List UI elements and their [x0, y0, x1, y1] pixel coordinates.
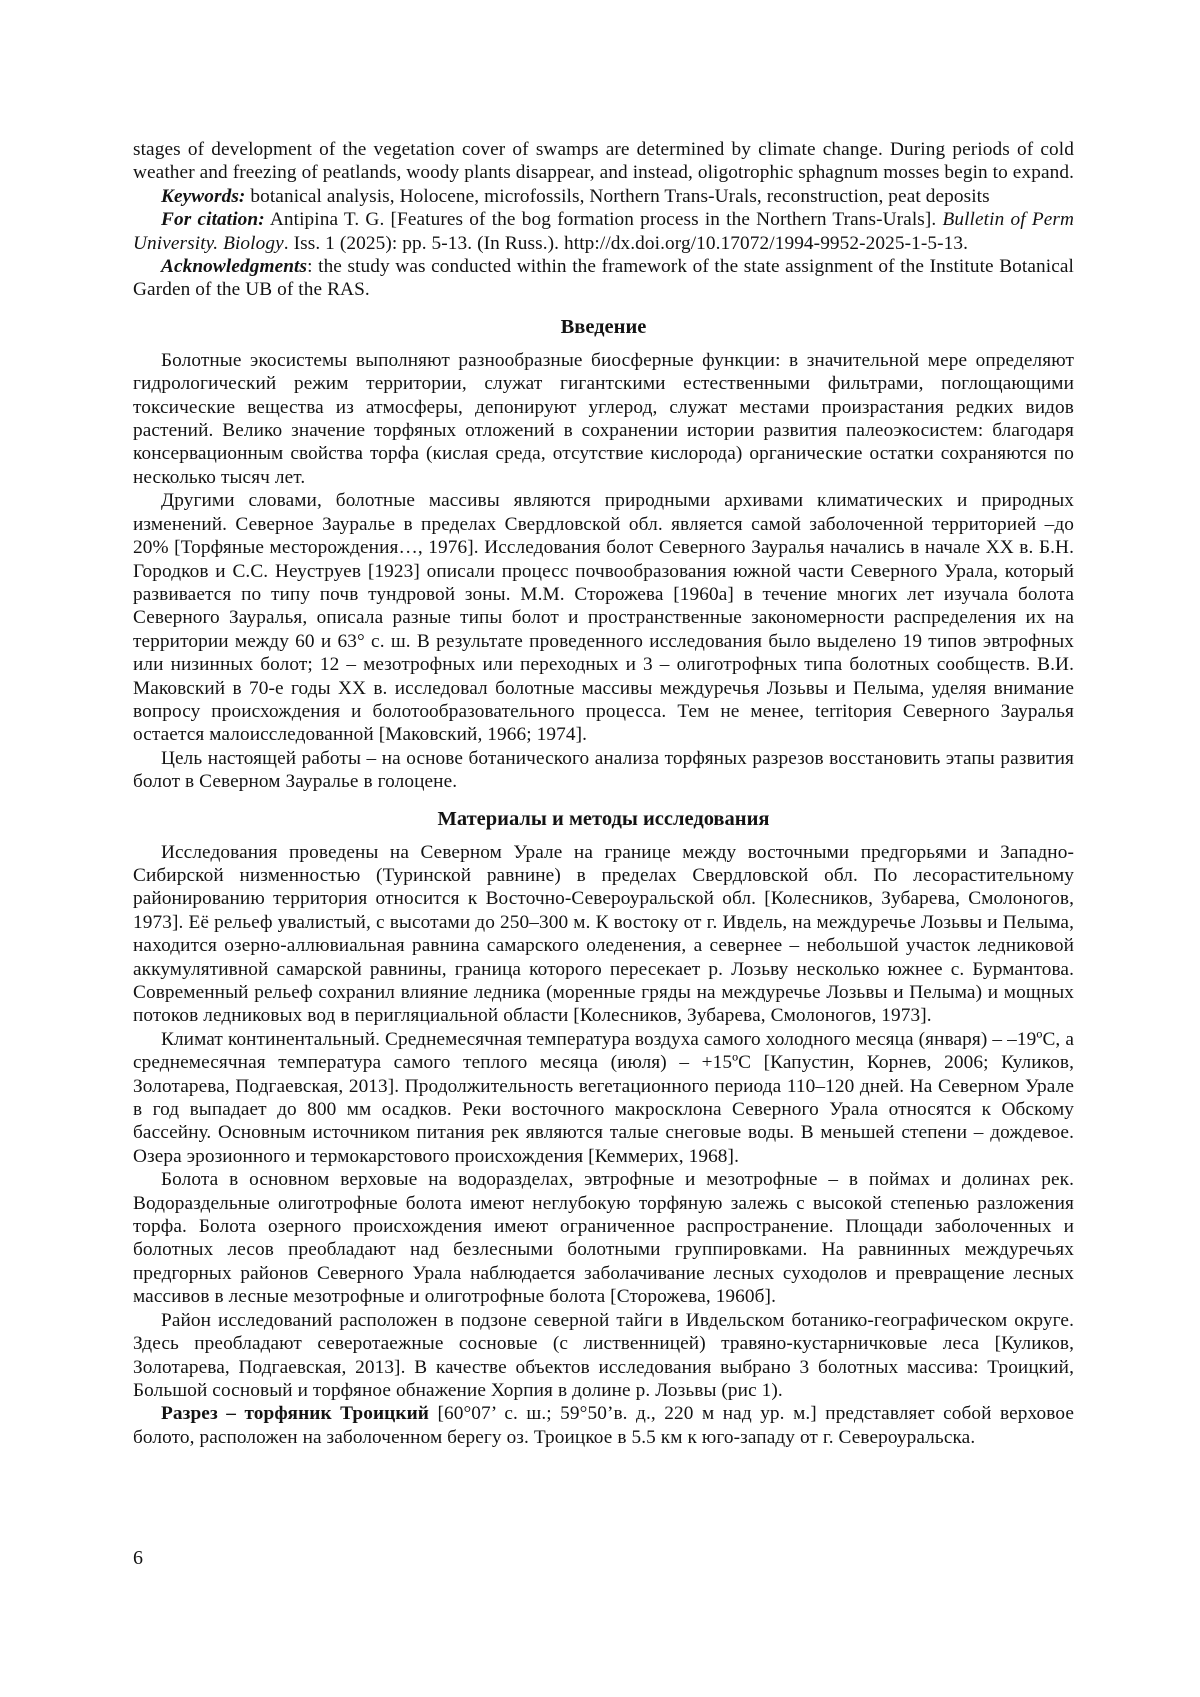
- methods-paragraph-4: Район исследований расположен в подзоне северной тайги в Ивдельском ботанико-географическом округе. Здесь преобладают северотаежные сосновые (с лиственницей) травяно-кустарничковые леса [Куликов, Золотарева, Подгаевская, 2013]. В качестве объектов исследования выбрано 3 болотных массива: Троицкий, Большой сосновый и торфяное обнажение Хорпия в долине р. Лозьвы (рис 1).: [133, 1309, 1074, 1401]
- keywords-paragraph: [133, 185, 1074, 208]
- keywords-label: Keywords:: [161, 185, 246, 207]
- keywords-text: botanical analysis, Holocene, microfossils, Northern Trans-Urals, reconstruction, peat deposits: [245, 185, 990, 207]
- citation-text-before-journal: Antipina T. G. [Features of the bog formation process in the Northern Trans-Urals].: [264, 209, 943, 231]
- citation-paragraph: [133, 208, 1074, 255]
- site-paragraph-text: [60°07’ с. ш.; 59°50’в. д., 220 м над ур. м.] представляет собой верховое болото, расположен на заболоченном берегу оз. Троицкое в 5.5 км к юго-западу от г. Североуральска.: [133, 1403, 1074, 1448]
- acknowledgments-paragraph: [133, 255, 1074, 302]
- abstract-continuation: stages of development of the vegetation cover of swamps are determined by climate change. During periods of cold weather and freezing of peatlands, woody plants disappear, and instead, oligotrophic sphagnum mosses begin to expand.: [133, 139, 1075, 184]
- methods-site-paragraph: [133, 1402, 1074, 1449]
- citation-text-after-journal: . Iss. 1 (2025): pp. 5-13. (In Russ.). http://dx.doi.org/10.17072/1994-9952-2025-1-5-13.: [283, 232, 969, 254]
- acknowledgments-text: : the study was conducted within the framework of the state assignment of the Institute Botanical Garden of the UB of the RAS.: [133, 256, 1074, 301]
- introduction-paragraph-1: Болотные экосистемы выполняют разнообразные биосферные функции: в значительной мере определяют гидрологический режим территории, служат гигантскими естественными фильтрами, поглощающими токсические вещества из атмосферы, депонируют углерод, служат местами произрастания редких видов растений. Велико значение торфяных отложений в сохранении истории развития палеоэкосистем: благодаря консервационным свойства торфа (кислая среда, отсутствие кислорода) органические остатки сохраняются по несколько тысяч лет.: [133, 349, 1074, 488]
- citation-label: For citation:: [161, 209, 265, 231]
- site-name-bold-lead: Разрез – торфяник Троицкий: [161, 1403, 430, 1425]
- journal-title: Bulletin of Perm University. Biology: [133, 209, 1074, 254]
- article-page: [133, 138, 1074, 1449]
- section-heading-methods: Материалы и методы исследования: [437, 807, 770, 830]
- methods-paragraph-2: Климат континентальный. Среднемесячная температура воздуха самого холодного месяца (января) – –19ºС, а среднемесячная температура самого теплого месяца (июля) – +15ºС [Капустин, Корнев, 2006; Куликов, Золотарева, Подгаевская, 2013]. Продолжительность вегетационного периода 110–120 дней. На Северном Урале в год выпадает до 800 мм осадков. Реки восточного макросклона Северного Урала относятся к Обскому бассейну. Основным источником питания рек являются талые снеговые воды. В меньшей степени – дождевое. Озера эрозионного и термокарстового происхождения [Кеммерих, 1968].: [133, 1028, 1074, 1167]
- introduction-paragraph-2: Другими словами, болотные массивы являются природными архивами климатических и природных изменений. Северное Зауралье в пределах Свердловской обл. является самой заболоченной территорией –до 20% [Торфяные месторождения…, 1976]. Исследования болот Северного Зауралья начались в начале XX в. Б.Н. Городков и С.С. Неуструев [1923] описали процесс почвообразования южной части Северного Урала, который развивается по типу почв тундровой зоны. М.М. Сторожева [1960а] в течение многих лет изучала болота Северного Зауралья, описала разные типы болот и пространственные закономерности распределения их на территории между 60 и 63° с. ш. В результате проведенного исследования было выделено 19 типов эвтрофных или низинных болот; 12 – мезотрофных или переходных и 3 – олиготрофных типа болотных сообществ. В.И. Маковский в 70-е годы XX в. исследовал болотные массивы междуречья Лозьвы и Пелыма, уделяя внимание вопросу происхождения и болотообразовательного процесса. Тем не менее, territория Северного Зауралья остается малоисследованной [Маковский, 1966; 1974].: [133, 490, 1074, 746]
- methods-paragraph-1: Исследования проведены на Северном Урале на границе между восточными предгорьями и Западно-Сибирской низменностью (Туринской равнине) в пределах Свердловской обл. По лесорастительному районированию территория относится к Восточно-Североуральской обл. [Колесников, Зубарева, Смолоногов, 1973]. Её рельеф увалистый, с высотами до 250–300 м. К востоку от г. Ивдель, на междуречье Лозьвы и Пелыма, находится озерно-аллювиальная равнина самарского оледенения, а севернее – небольшой участок ледниковой аккумулятивной самарской равнины, граница которого пересекает р. Лозьву несколько южнее с. Бурмантова. Современный рельеф сохранил влияние ледника (моренные гряды на междуречье Лозьвы и Пелыма) и мощных потоков ледниковых вод в перигляциальной области [Колесников, Зубарева, Смолоногов, 1973].: [133, 841, 1074, 1027]
- section-heading-introduction: Введение: [560, 315, 647, 338]
- methods-paragraph-3: Болота в основном верховые на водоразделах, эвтрофные и мезотрофные – в поймах и долинах рек. Водораздельные олиготрофные болота имеют неглубокую торфяную залежь с высокой степенью разложения торфа. Болота озерного происхождения имеют ограниченное распространение. Площади заболоченных и болотных лесов преобладают над безлесными болотными группировками. На равнинных междуречьях предгорных районов Северного Урала наблюдается заболачивание лесных суходолов и превращение лесных массивов в лесные мезотрофные и олиготрофные болота [Сторожева, 1960б].: [133, 1169, 1074, 1308]
- page-number: 6: [133, 1547, 143, 1569]
- introduction-paragraph-3: Цель настоящей работы – на основе ботанического анализа торфяных разрезов восстановить этапы развития болот в Северном Зауралье в голоцене.: [133, 747, 1074, 793]
- acknowledgments-label: Acknowledgments: [161, 256, 308, 278]
